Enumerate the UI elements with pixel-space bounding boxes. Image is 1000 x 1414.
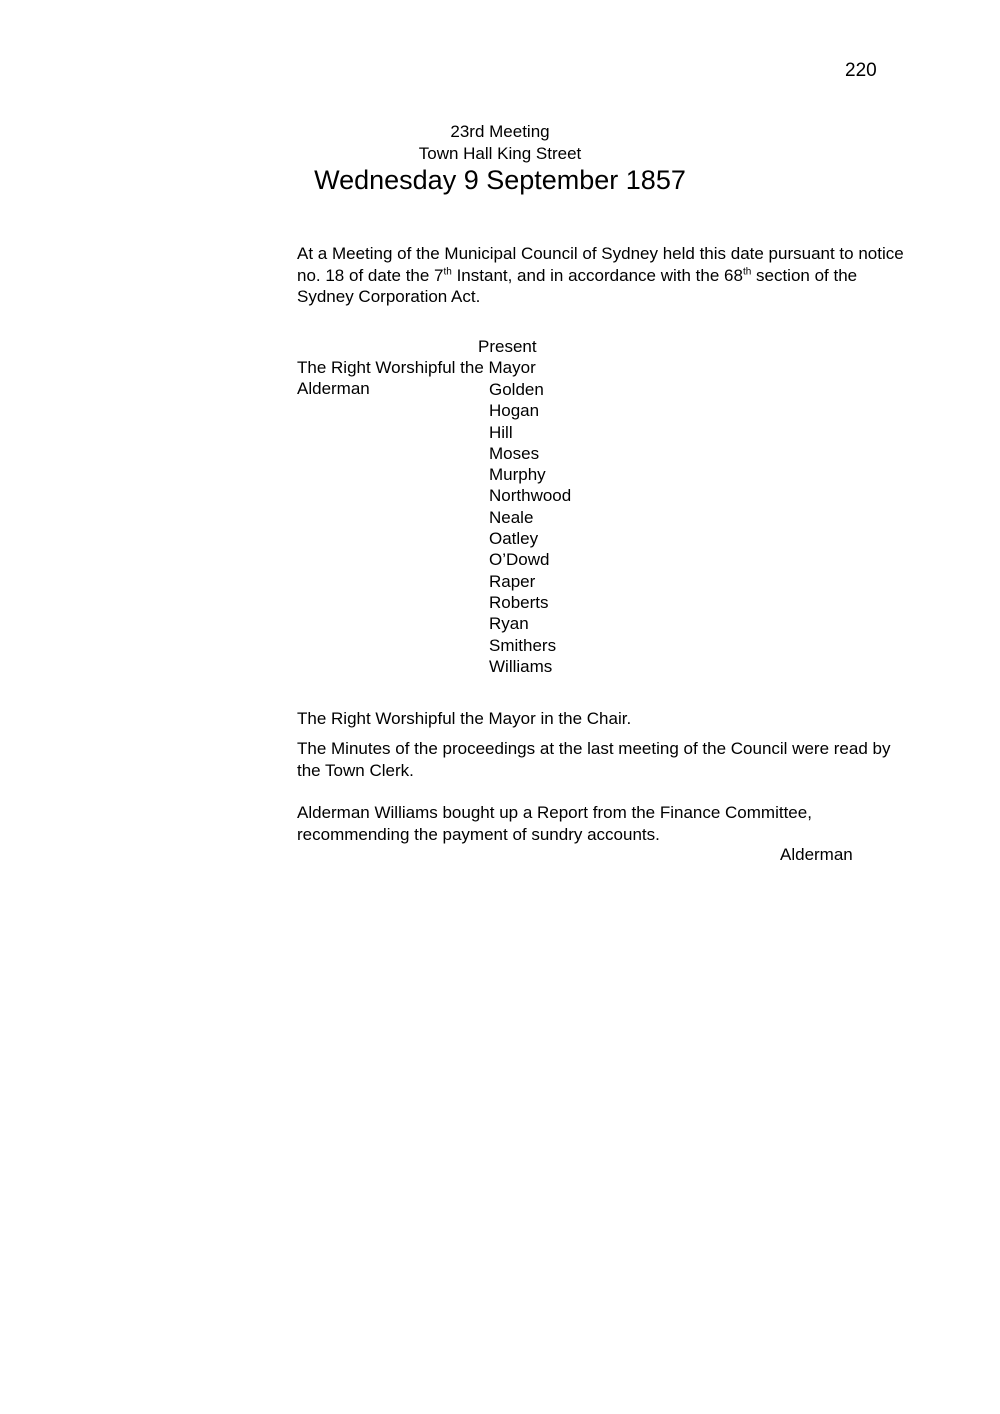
minutes-paragraph: The Minutes of the proceedings at the last meeting of the Council were read by the Town Clerk. (297, 739, 891, 780)
alderman-name: O’Dowd (489, 550, 550, 570)
alderman-label: Alderman (297, 379, 370, 398)
alderman-list (489, 379, 571, 677)
intro-text-part-3: section of the Sydney Corporation Act. (297, 265, 858, 306)
intro-text-part-2: Instant, and in accordance with the 68 (451, 265, 743, 285)
alderman-name: Neale (489, 507, 534, 527)
alderman-name: Ryan (489, 614, 529, 634)
alderman-name: Moses (489, 443, 540, 463)
alderman-name: Raper (489, 571, 536, 591)
chair-paragraph: The Right Worshipful the Mayor in the Chair. (297, 709, 632, 728)
page-number: 220 (845, 60, 877, 81)
alderman-name: Williams (489, 656, 553, 676)
meeting-venue: Town Hall King Street (418, 144, 582, 163)
meeting-date: Wednesday 9 September 1857 (314, 165, 686, 195)
alderman-name: Oatley (489, 529, 539, 549)
intro-superscript-1: th (443, 265, 452, 277)
alderman-name: Northwood (489, 486, 572, 506)
mayor-line: The Right Worshipful the Mayor (297, 358, 536, 377)
alderman-name: Hill (489, 422, 513, 442)
present-heading: Present (478, 337, 537, 356)
intro-paragraph (297, 243, 917, 308)
alderman-name: Murphy (489, 465, 546, 485)
alderman-name: Hogan (489, 401, 540, 421)
meeting-number: 23rd Meeting (450, 122, 550, 141)
report-paragraph: Alderman Williams bought up a Report from the Finance Committee, recommending the payment of sundry accounts. (297, 803, 812, 844)
alderman-name: Roberts (489, 592, 549, 612)
intro-superscript-2: th (742, 265, 752, 277)
alderman-name: Smithers (489, 635, 557, 655)
catchword: Alderman (780, 845, 853, 864)
intro-text-part-1: At a Meeting of the Municipal Council of Sydney held this date pursuant to notice no. 18 of date the 7 (297, 244, 904, 285)
alderman-name: Golden (489, 380, 544, 399)
